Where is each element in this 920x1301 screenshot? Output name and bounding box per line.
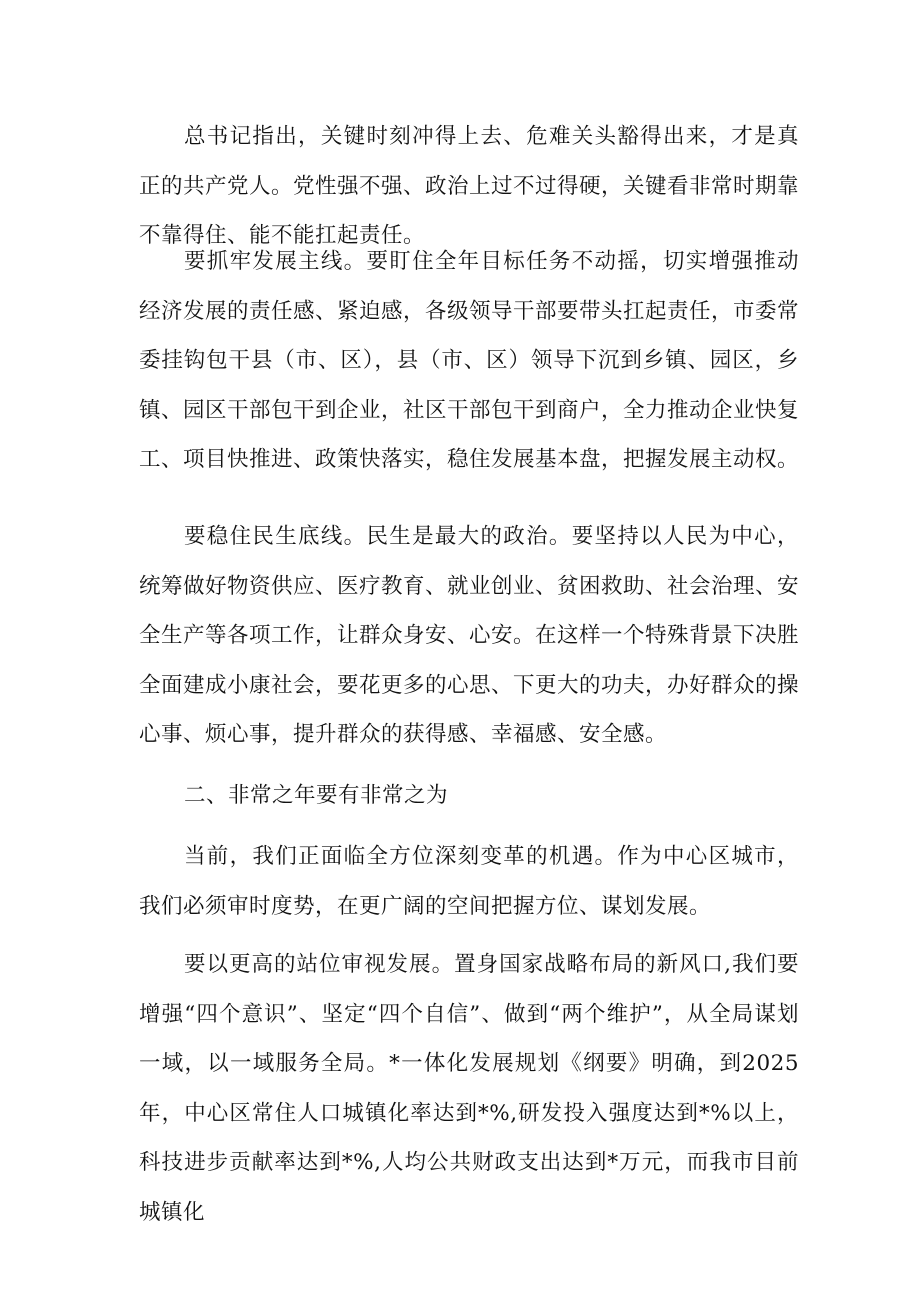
- paragraph-4: 当前，我们正面临全方位深刻变革的机遇。作为中心区城市，我们必须审时度势，在更广阔的空间把握方位、谋划发展。: [139, 844, 799, 919]
- paragraph-1: 总书记指出，关键时刻冲得上去、危难关头豁得出来，才是真正的共产党人。党性强不强、政治上过不过得硬，关键看非常时期靠不靠得住、能不能扛起责任。: [139, 124, 800, 248]
- paragraph-3: 要稳住民生底线。民生是最大的政治。要坚持以人民为中心，统筹做好物资供应、医疗教育、就业创业、贫困救助、社会治理、安全生产等各项工作，让群众身安、心安。在这样一个特殊背景下决胜全面建成小康社会，要花更多的心思、下更大的功夫，办好群众的操心事、烦心事，提升群众的获得感、幸福感、安全感。: [139, 524, 800, 747]
- paragraph-2: 要抓牢发展主线。要盯住全年目标任务不动摇，切实增强推动经济发展的责任感、紧迫感，各级领导干部要带头扛起责任，市委常委挂钩包干县（市、区），县（市、区）领导下沉到乡镇、园区，乡镇、园区干部包干到企业，社区干部包干到商户，全力推动企业快复工、项目快推进、政策快落实，稳住发展基本盘，把握发展主动权。: [139, 249, 800, 472]
- paragraph-5: 要以更高的站位审视发展。置身国家战略布局的新风口,我们要增强“四个意识”、坚定“四个自信”、做到“两个维护”，从全局谋划一域，以一域服务全局。*一体化发展规划《纲要》明确，到2025年，中心区常住人口城镇化率达到*%,研发投入强度达到*%以上，科技进步贡献率达到*%,人均公共财政支出达到*万元，而我市目前城镇化: [139, 952, 799, 1225]
- section-heading: 二、非常之年要有非常之为: [184, 783, 449, 808]
